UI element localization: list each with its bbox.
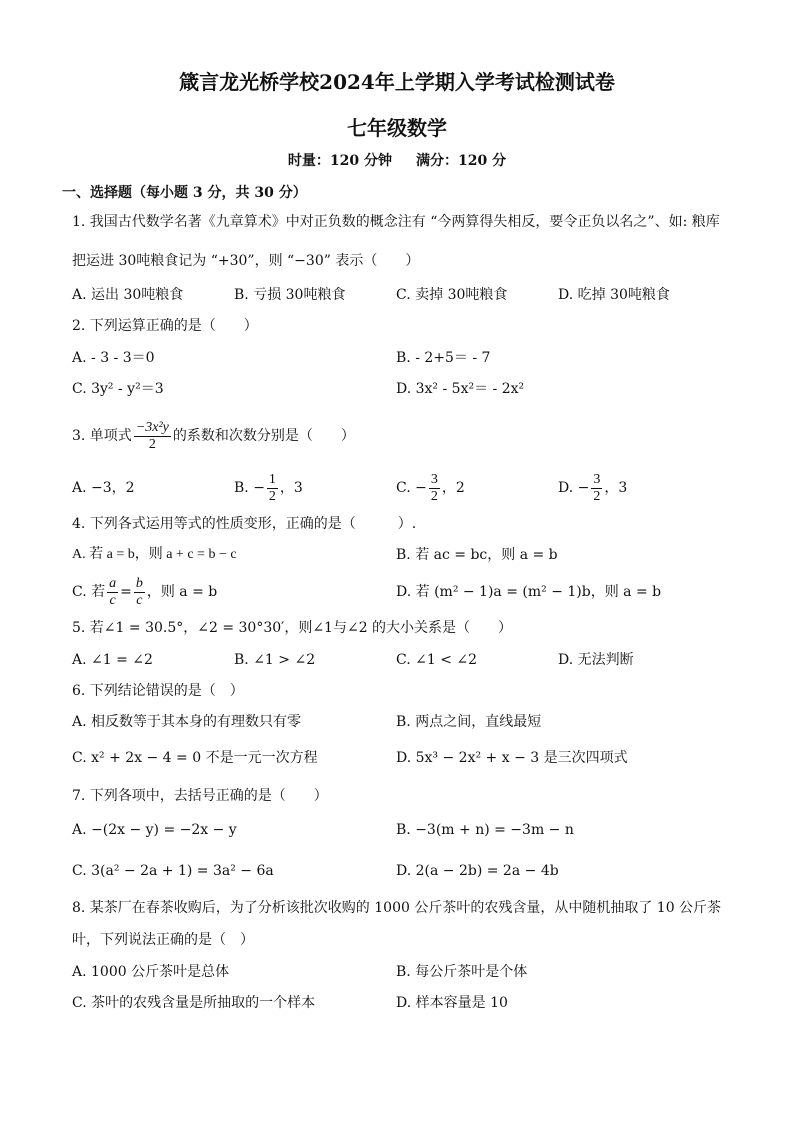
q6-option-c: C. x² + 2x − 4 = 0 不是一元一次方程 bbox=[72, 750, 318, 766]
q1-option-c: C. 卖掉 30吨粮食 bbox=[396, 287, 508, 303]
exam-info bbox=[0, 150, 794, 170]
q2-option-c: C. 3y² - y²＝3 bbox=[72, 381, 164, 397]
q4-c-equals: = bbox=[120, 584, 132, 600]
q5-option-a: A. ∠1 = ∠2 bbox=[72, 652, 153, 668]
question-2-stem: 2. 下列运算正确的是（ ） bbox=[72, 318, 258, 334]
question-4-stem: 4. 下列各式运用等式的性质变形，正确的是（ ）. bbox=[72, 516, 417, 532]
subject-title: 七年级数学 bbox=[347, 116, 447, 140]
q2-option-d: D. 3x² - 5x²＝ - 2x² bbox=[396, 381, 525, 397]
q3-option-d bbox=[558, 468, 627, 508]
q6-option-a: A. 相反数等于其本身的有理数只有零 bbox=[72, 714, 302, 730]
q3-c-suffix: ，2 bbox=[441, 480, 465, 496]
q7-option-a: A. −(2x − y) = −2x − y bbox=[72, 822, 237, 838]
q6-option-b: B. 两点之间，直线最短 bbox=[396, 714, 542, 730]
q3-b-denominator: 2 bbox=[268, 488, 276, 504]
question-1-line-1: 1. 我国古代数学名著《九章算术》中对正负数的概念注有 “今两算得失相反，要令正负以名之”、如: 粮库 bbox=[72, 214, 720, 230]
q3-b-numerator: 1 bbox=[268, 471, 276, 487]
q3-d-suffix: ，3 bbox=[604, 480, 628, 496]
q6-option-d: D. 5x³ − 2x² + x − 3 是三次四项式 bbox=[396, 750, 628, 766]
q1-option-d: D. 吃掉 30吨粮食 bbox=[558, 287, 670, 303]
q3-d-fraction bbox=[591, 472, 602, 505]
q2-option-b: B. - 2+5＝ - 7 bbox=[396, 350, 491, 366]
q3-c-prefix: C. − bbox=[396, 480, 427, 496]
q4-c-suffix: ，则 a = b bbox=[146, 584, 218, 600]
q7-option-c: C. 3(a² − 2a + 1) = 3a² − 6a bbox=[72, 863, 274, 879]
score-info: 满分：120 分 bbox=[416, 153, 507, 169]
q4-c-numerator-1: a bbox=[109, 575, 117, 591]
q3-c-numerator: 3 bbox=[430, 471, 438, 487]
q3-monomial-fraction bbox=[134, 420, 171, 453]
q3-d-numerator: 3 bbox=[593, 471, 601, 487]
q3-option-c bbox=[396, 468, 465, 508]
time-info: 时量：120 分钟 bbox=[287, 153, 392, 169]
q4-option-b: B. 若 ac = bc，则 a = b bbox=[396, 547, 558, 563]
question-8-line-2: 叶，下列说法正确的是（ ） bbox=[72, 932, 254, 948]
q3-b-fraction bbox=[267, 472, 278, 505]
q7-option-b: B. −3(m + n) = −3m − n bbox=[396, 822, 574, 838]
q3-fraction-numerator: −3x²y bbox=[135, 419, 169, 435]
q4-c-denominator-2: c bbox=[136, 592, 143, 608]
q8-option-a: A. 1000 公斤茶叶是总体 bbox=[72, 964, 230, 980]
q3-b-prefix: B. − bbox=[234, 480, 265, 496]
q3-option-b bbox=[234, 468, 303, 508]
q4-c-numerator-2: b bbox=[135, 575, 143, 591]
q3-fraction-denominator: 2 bbox=[148, 436, 156, 452]
q5-option-b: B. ∠1 > ∠2 bbox=[234, 652, 316, 668]
q5-option-d: D. 无法判断 bbox=[558, 652, 634, 668]
q5-option-c: C. ∠1 < ∠2 bbox=[396, 652, 478, 668]
q3-d-prefix: D. − bbox=[558, 480, 590, 496]
q1-option-b: B. 亏损 30吨粮食 bbox=[234, 287, 346, 303]
question-6-stem: 6. 下列结论错误的是（ ） bbox=[72, 683, 244, 699]
question-8-line-1: 8. 某茶厂在春茶收购后，为了分析该批次收购的 1000 公斤茶叶的农残含量，从中随机抽取了 10 公斤茶 bbox=[72, 900, 722, 916]
section-title: 一、选择题（每小题 3 分，共 30 分） bbox=[62, 185, 307, 201]
q1-option-a: A. 运出 30吨粮食 bbox=[72, 287, 184, 303]
q8-option-d: D. 样本容量是 10 bbox=[396, 995, 508, 1011]
q8-option-b: B. 每公斤茶叶是个体 bbox=[396, 964, 528, 980]
q3-stem-suffix: 的系数和次数分别是（ ） bbox=[172, 428, 355, 444]
q4-c-fraction-2 bbox=[134, 576, 145, 609]
q4-c-prefix: C. 若 bbox=[72, 584, 106, 600]
q3-stem-prefix: 3. 单项式 bbox=[72, 428, 132, 444]
q3-d-denominator: 2 bbox=[593, 488, 601, 504]
question-5-stem: 5. 若∠1 = 30.5°，∠2 = 30°30′，则∠1与∠2 的大小关系是（ ） bbox=[72, 620, 513, 636]
q8-option-c: C. 茶叶的农残含量是所抽取的一个样本 bbox=[72, 995, 316, 1011]
q4-c-denominator-1: c bbox=[109, 592, 116, 608]
question-3-stem bbox=[72, 416, 355, 456]
exam-title: 箴言龙光桥学校2024年上学期入学考试检测试卷 bbox=[179, 70, 615, 94]
q3-c-denominator: 2 bbox=[430, 488, 438, 504]
q4-option-c bbox=[72, 572, 217, 612]
question-7-stem: 7. 下列各项中，去括号正确的是（ ） bbox=[72, 788, 328, 804]
q3-option-a: A. −3，2 bbox=[72, 480, 135, 496]
q4-option-a: A. 若 a = b，则 a + c = b − c bbox=[72, 547, 237, 562]
q4-option-d: D. 若 (m² − 1)a = (m² − 1)b，则 a = b bbox=[396, 584, 662, 600]
q3-c-fraction bbox=[429, 472, 440, 505]
q3-b-suffix: ，3 bbox=[279, 480, 303, 496]
q7-option-d: D. 2(a − 2b) = 2a − 4b bbox=[396, 863, 559, 879]
question-1-line-2: 把运进 30吨粮食记为 “+30”，则 “−30” 表示（ ） bbox=[72, 253, 420, 269]
q2-option-a: A. - 3 - 3＝0 bbox=[72, 350, 155, 366]
q4-c-fraction-1 bbox=[107, 576, 118, 609]
